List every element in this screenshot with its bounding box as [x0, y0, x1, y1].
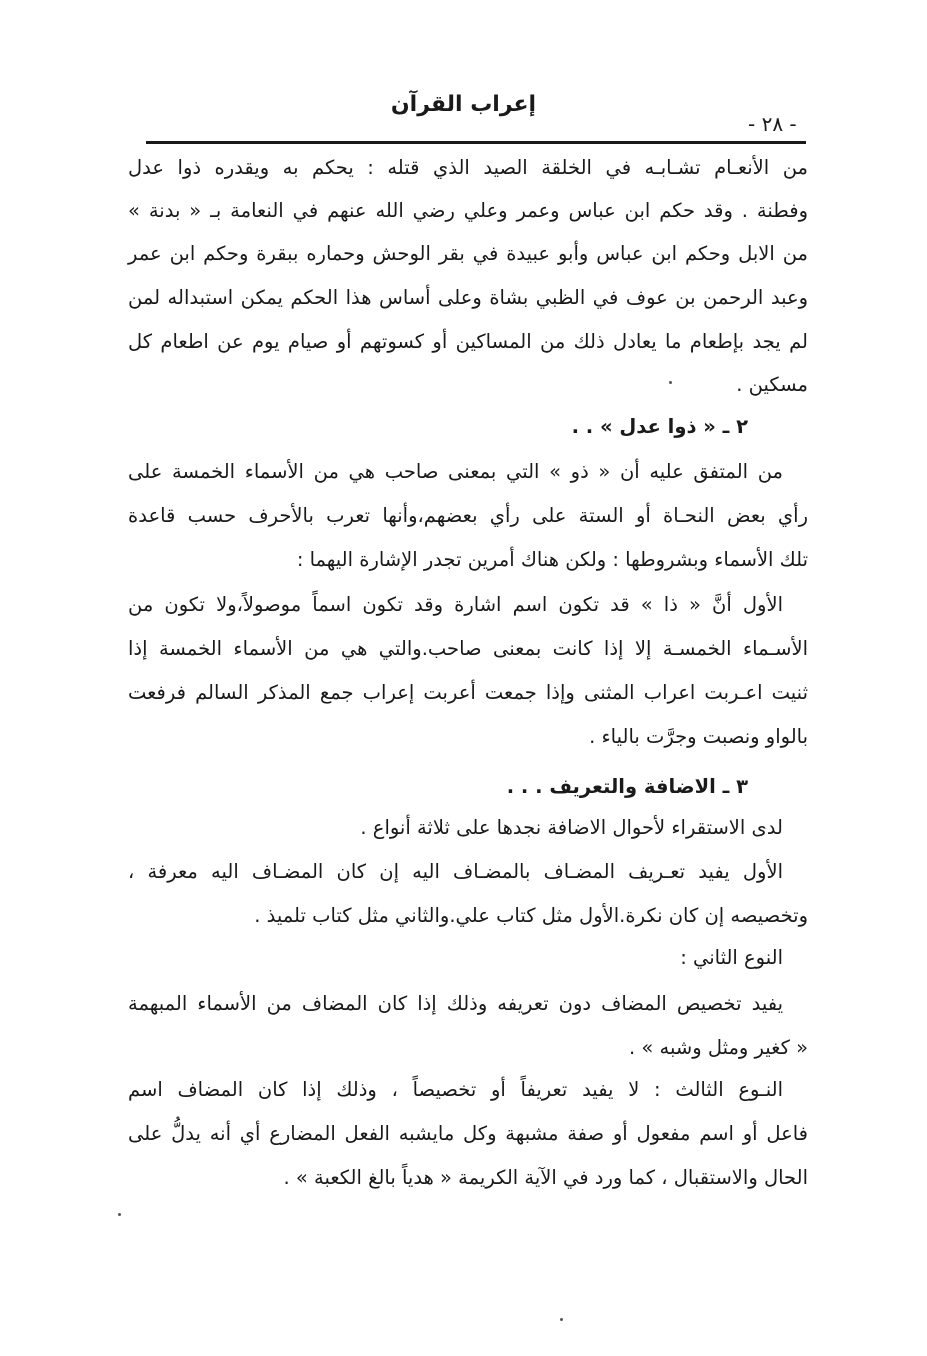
text-line: يفيد تخصيص المضاف دون تعريفه وذلك إذا كان المضاف من الأسماء المبهمة [128, 992, 783, 1015]
page-number: - ٢٨ - [748, 112, 797, 136]
text-line: تلك الأسماء وبشروطها : ولكن هناك أمرين تجدر الإشارة اليهما : [296, 548, 808, 571]
text-line: من المتفق عليه أن « ذو » التي بمعنى صاحب هي من الأسماء الخمسة على [128, 460, 783, 483]
print-speck [669, 381, 672, 384]
text-line: فاعل أو اسم مفعول أو صفة مشبهة وكل مايشبه الفعل المضارع أي أنه يدلُّ على [128, 1122, 808, 1145]
text-line: النوع الثاني : [680, 946, 783, 969]
text-line: « كغير ومثل وشبه » . [629, 1036, 808, 1059]
text-line: لدى الاستقراء لأحوال الاضافة نجدها على ثلاثة أنواع . [360, 816, 783, 839]
text-line: من الأنعـام تشـابـه في الخلقة الصيد الذي قتله : يحكم به ويقدره ذوا عدل [128, 156, 808, 179]
text-line: وعبد الرحمن بن عوف في الظبي بشاة وعلى أساس هذا الحكم يمكن استبداله لمن [128, 286, 808, 309]
running-header-title: إعراب القرآن [390, 92, 537, 117]
print-speck [560, 1318, 563, 1321]
text-line: لم يجد بإطعام ما يعادل ذلك من المساكين أو كسوتهم أو صيام يوم عن اطعام كل [128, 330, 808, 353]
section-heading: ٣ ـ الاضافة والتعريف . . . [506, 775, 748, 798]
text-line: وفطنة . وقد حكم ابن عباس وعمر وعلي رضي الله عنهم في النعامة بـ « بدنة » [128, 199, 808, 222]
text-line: من الابل وحكم ابن عباس وأبو عبيدة في بقر الوحش وحماره ببقرة وحكم ابن عمر [128, 242, 808, 265]
text-line: النـوع الثالث : لا يفيد تعريفاً أو تخصيصاً ، وذلك إذا كان المضاف اسم [128, 1078, 783, 1101]
text-line: مسكين . [736, 373, 808, 396]
text-line: الحال والاستقبال ، كما ورد في الآية الكريمة « هدياً بالغ الكعبة » . [283, 1166, 808, 1189]
print-speck [118, 1213, 121, 1216]
text-line: الأول أنَّ « ذا » قد تكون اسم اشارة وقد تكون اسماً موصولاً،ولا تكون من [128, 593, 783, 616]
section-heading: ٢ ـ « ذوا عدل » . . [571, 415, 748, 438]
header-rule [146, 141, 806, 144]
text-line: وتخصيصه إن كان نكرة.الأول مثل كتاب علي.والثاني مثل كتاب تلميذ . [254, 904, 808, 927]
text-line: الأول يفيد تعـريف المضـاف بالمضـاف اليه إن كان المضـاف اليه معرفة ، [128, 860, 783, 883]
text-line: بالواو ونصبت وجرَّت بالياء . [589, 725, 808, 748]
text-line: الأسـماء الخمسـة إلا إذا كانت بمعنى صاحب.والتي هي من الأسماء الخمسة إذا [128, 637, 808, 660]
text-line: رأي بعض النحـاة أو الستة على رأي بعضهم،وأنها تعرب بالأحرف حسب قاعدة [128, 504, 808, 527]
text-line: ثنيت اعـربت اعراب المثنى وإذا جمعت أعربت إعراب جمع المذكر السالم فرفعت [128, 681, 808, 704]
